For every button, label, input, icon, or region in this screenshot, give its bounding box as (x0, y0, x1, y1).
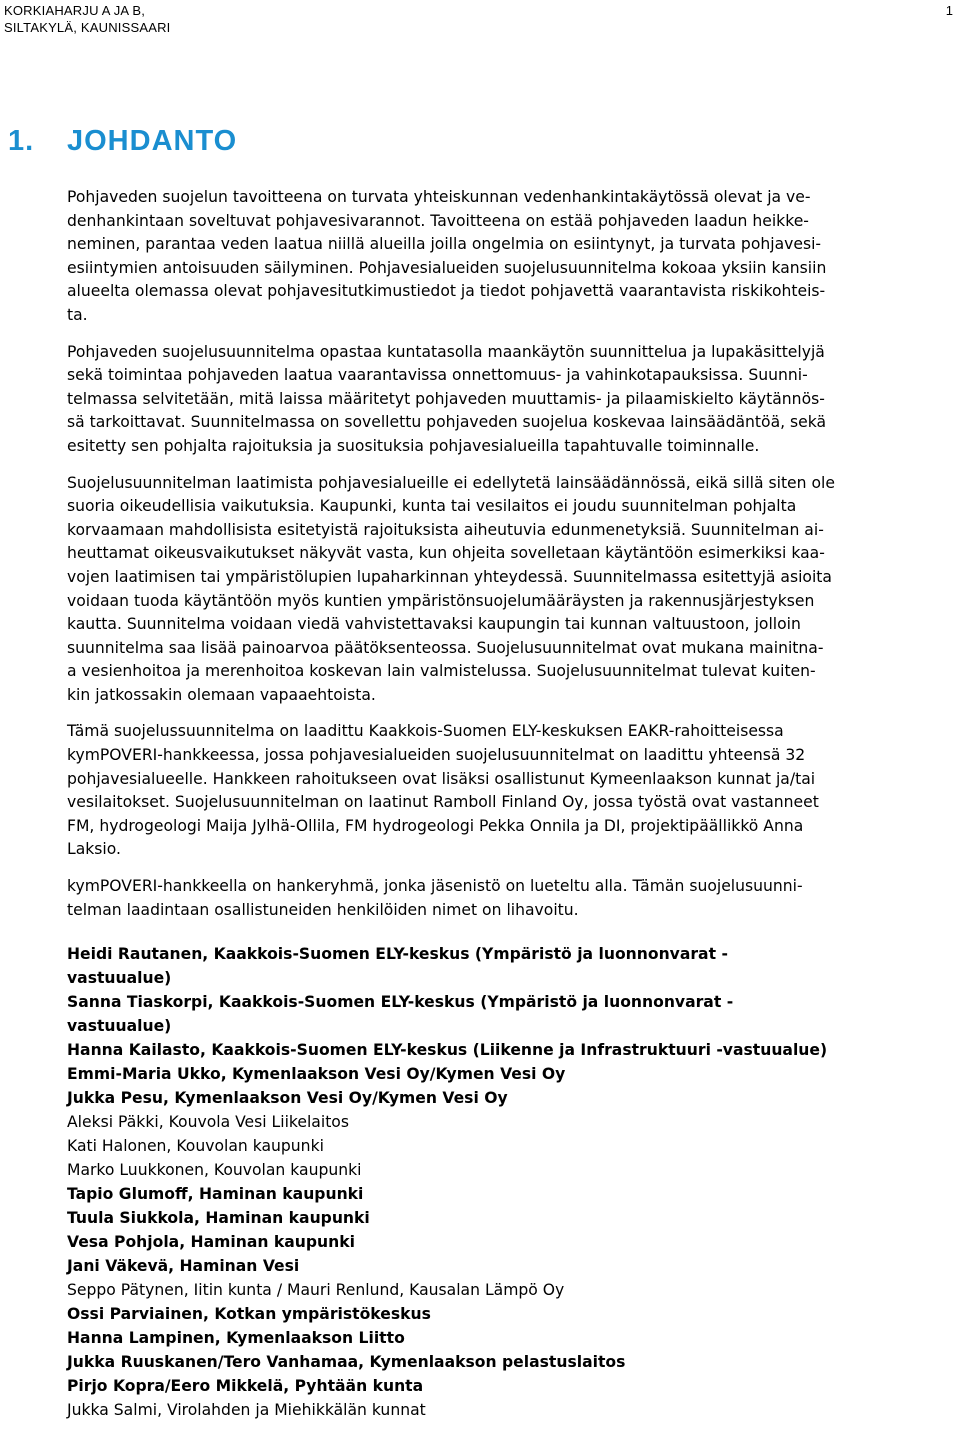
paragraph-4 (67, 720, 957, 862)
page-number: 1 (945, 3, 953, 18)
group-member-line: Vesa Pohjola, Haminan kaupunki (67, 1233, 355, 1252)
text-line: pohjavesialueelle. Hankkeen rahoitukseen ovat lisäksi osallistunut Kymeenlaakson kunnat ja/tai (67, 769, 816, 788)
group-member-line: Jukka Salmi, Virolahden ja Miehikkälän kunnat (67, 1401, 426, 1420)
text-line: ta. (67, 305, 88, 324)
text-line: sekä toimintaa pohjaveden laatua vaarantavissa onnettomuus- ja vahinkotapauksissa. Suunni- (67, 366, 808, 385)
text-line: kymPOVERI-hankkeessa, jossa pohjavesialueiden suojelusuunnitelmat on laadittu yhteensä 32 (67, 746, 806, 765)
section-title: JOHDANTO (67, 125, 238, 157)
project-group-list (67, 942, 957, 1422)
group-member-line: Hanna Kailasto, Kaakkois-Suomen ELY-keskus (Liikenne ja Infrastruktuuri -vastuualue) (67, 1041, 828, 1060)
group-member-line: Jukka Pesu, Kymenlaakson Vesi Oy/Kymen Vesi Oy (67, 1089, 508, 1108)
group-member-line: vastuualue) (67, 969, 172, 988)
group-member-line: Kati Halonen, Kouvolan kaupunki (67, 1137, 324, 1156)
text-line: a vesienhoitoa ja merenhoitoa koskevan lain valmistelussa. Suojelusuunnitelmat tulevat kuiten- (67, 662, 816, 681)
group-member-line: Heidi Rautanen, Kaakkois-Suomen ELY-keskus (Ympäristö ja luonnonvarat - (67, 945, 728, 964)
group-member-line: Aleksi Päkki, Kouvola Vesi Liikelaitos (67, 1113, 349, 1132)
paragraph-5 (67, 875, 957, 922)
text-line: telman laadintaan osallistuneiden henkilöiden nimet on lihavoitu. (67, 900, 579, 919)
text-line: suunnitelma saa lisää painoarvoa päätöksenteossa. Suojelusuunnitelmat ovat mukana mainitna- (67, 638, 824, 657)
group-member-line: Tuula Siukkola, Haminan kaupunki (67, 1209, 370, 1228)
text-line: Pohjaveden suojelusuunnitelma opastaa kuntatasolla maankäytön suunnittelua ja lupakäsittelyjä (67, 342, 825, 361)
text-line: telmassa selvitetään, mitä laissa määritetyt pohjaveden muuttamis- ja pilaamiskielto käytännös- (67, 389, 825, 408)
running-header (4, 2, 170, 36)
text-line: vesilaitokset. Suojelusuunnitelman on laatinut Ramboll Finland Oy, jossa työstä ovat vastanneet (67, 793, 819, 812)
text-line: Tämä suojelussuunnitelma on laadittu Kaakkois-Suomen ELY-keskuksen EAKR-rahoitteisessa (67, 722, 784, 741)
section-number: 1. (8, 125, 35, 157)
group-member-line: Sanna Tiaskorpi, Kaakkois-Suomen ELY-keskus (Ympäristö ja luonnonvarat - (67, 993, 734, 1012)
group-member-line: vastuualue) (67, 1017, 172, 1036)
group-member-line: Emmi-Maria Ukko, Kymenlaakson Vesi Oy/Kymen Vesi Oy (67, 1065, 566, 1084)
group-member-line: Jukka Ruuskanen/Tero Vanhamaa, Kymenlaakson pelastuslaitos (67, 1353, 626, 1372)
text-line: heuttamat oikeusvaikutukset näkyvät vasta, kun ohjeita sovelletaan käytäntöön esimerkiksi kaa- (67, 544, 825, 563)
group-member-line: Tapio Glumoff, Haminan kaupunki (67, 1185, 364, 1204)
text-line: vojen laatimisen tai ympäristölupien lupaharkinnan yhteydessä. Suunnitelmassa esitettyjä asioita (67, 567, 832, 586)
text-line: kymPOVERI-hankkeella on hankeryhmä, jonka jäsenistö on lueteltu alla. Tämän suojelusuunni- (67, 877, 803, 896)
paragraph-1 (67, 186, 957, 328)
text-line: sä tarkoittavat. Suunnitelmassa on sovellettu pohjaveden suojelua koskevaa lainsäädäntöä, sekä (67, 413, 827, 432)
header-line-1: KORKIAHARJU A JA B, (4, 3, 146, 18)
paragraph-3 (67, 472, 957, 708)
text-line: Pohjaveden suojelun tavoitteena on turvata yhteiskunnan vedenhankintakäytössä olevat ja ve- (67, 188, 811, 206)
text-line: kautta. Suunnitelma voidaan viedä vahvistettavaksi kaupungin tai kunnan valtuustoon, jolloin (67, 615, 801, 634)
header-line-2: SILTAKYLÄ, KAUNISSAARI (4, 20, 171, 35)
group-member-line: Jani Väkevä, Haminan Vesi (67, 1257, 300, 1276)
group-member-line: Seppo Pätynen, Iitin kunta / Mauri Renlund, Kausalan Lämpö Oy (67, 1281, 565, 1300)
text-line: suoria oikeudellisia vaikutuksia. Kaupunki, kunta tai vesilaitos ei joudu suunnitelman pohjalta (67, 497, 797, 516)
document-body (67, 186, 957, 1422)
text-line: kin jatkossakin olemaan vapaaehtoista. (67, 685, 376, 704)
text-line: alueelta olemassa olevat pohjavesitutkimustiedot ja tiedot pohjavettä vaarantavista riskikohteis- (67, 282, 826, 301)
group-member-line: Marko Luukkonen, Kouvolan kaupunki (67, 1161, 362, 1180)
text-line: Laksio. (67, 840, 121, 859)
text-line: esiintymien antoisuuden säilyminen. Pohjavesialueiden suojelusuunnitelma kokoaa yksiin kansiin (67, 258, 827, 277)
text-line: FM, hydrogeologi Maija Jylhä-Ollila, FM hydrogeologi Pekka Onnila ja DI, projektipäällikkö Anna (67, 816, 804, 835)
text-line: neminen, parantaa veden laatua niillä alueilla joilla ongelmia on esiintynyt, ja turvata pohjavesi- (67, 235, 822, 254)
text-line: korvaamaan mahdollisista esitetyistä rajoituksista aiheutuvia edunmenetyksiä. Suunnitelman ai- (67, 520, 824, 539)
text-line: Suojelusuunnitelman laatimista pohjavesialueille ei edellytetä lainsäädännössä, eikä sillä siten ole (67, 473, 835, 492)
group-member-line: Ossi Parviainen, Kotkan ympäristökeskus (67, 1305, 431, 1324)
group-member-line: Hanna Lampinen, Kymenlaakson Liitto (67, 1329, 405, 1348)
text-line: esitetty sen pohjalta rajoituksia ja suosituksia pohjavesialueilla tapahtuvalle toiminnalle. (67, 436, 760, 455)
paragraph-2 (67, 341, 957, 459)
group-member-line: Pirjo Kopra/Eero Mikkelä, Pyhtään kunta (67, 1377, 424, 1396)
text-line: denhankintaan soveltuvat pohjavesivarannot. Tavoitteena on estää pohjaveden laadun heikke- (67, 211, 809, 230)
text-line: voidaan tuoda käytäntöön myös kuntien ympäristönsuojelumääräysten ja rakennusjärjestyksen (67, 591, 815, 610)
